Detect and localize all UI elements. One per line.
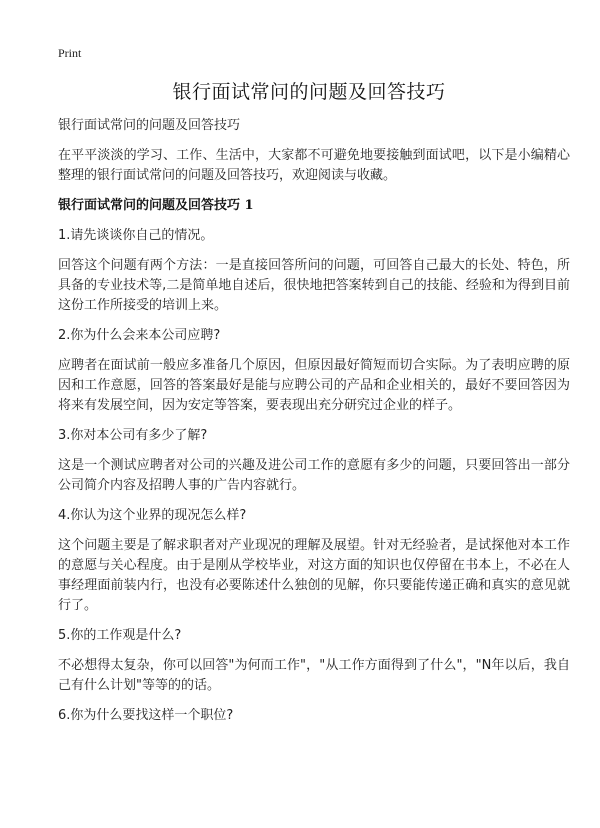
question-6: 6.你为什么要找这样一个职位? [58, 708, 234, 723]
document-subtitle: 银行面试常问的问题及回答技巧 [58, 118, 241, 133]
answer-3: 这是一个测试应聘者对公司的兴趣及进公司工作的意愿有多少的问题，只要回答出一部分公司简介内容及招聘人事的广告内容就行。 [58, 458, 570, 493]
question-4: 4.你认为这个业界的现况怎么样? [58, 508, 247, 523]
answer-1: 回答这个问题有两个方法：一是直接回答所问的问题，可回答自己最大的长处、特色，所具备的专业技术等,二是简单地自述后，很快地把答案转到自己的技能、经验和为得到目前这份工作所接受的培训上来。 [58, 258, 570, 313]
answer-4: 这个问题主要是了解求职者对产业现况的理解及展望。针对无经验者，是试探他对本工作的意愿与关心程度。由于是刚从学校毕业，对这方面的知识也仅停留在书本上，不必在人事经理面前装内行，也没有必要陈述什么独创的见解，你只要能传递正确和真实的意见就行了。 [58, 538, 570, 613]
page-title: 银行面试常问的问题及回答技巧 [172, 81, 446, 103]
question-2: 2.你为什么会来本公司应聘? [58, 328, 221, 343]
question-5: 5.你的工作观是什么? [58, 628, 182, 643]
question-3: 3.你对本公司有多少了解? [58, 428, 208, 443]
answer-2: 应聘者在面试前一般应多准备几个原因，但原因最好简短而切合实际。为了表明应聘的原因和工作意愿，回答的答案最好是能与应聘公司的产品和企业相关的，最好不要回答因为将来有发展空间，因为安定等答案，要表现出充分研究过企业的样子。 [58, 358, 570, 413]
intro-paragraph: 在平平淡淡的学习、工作、生活中，大家都不可避免地要接触到面试吧，以下是小编精心整理的银行面试常问的问题及回答技巧，欢迎阅读与收藏。 [58, 148, 570, 183]
question-1: 1.请先谈谈你自己的情况。 [58, 228, 214, 243]
section-heading: 银行面试常问的问题及回答技巧 1 [58, 198, 254, 213]
document-body [58, 116, 570, 736]
answer-5: 不必想得太复杂，你可以回答"为何而工作"，"从工作方面得到了什么"，"N年以后，我自己有什么计划"等等的的话。 [58, 658, 570, 693]
print-link[interactable]: Print [58, 46, 82, 60]
